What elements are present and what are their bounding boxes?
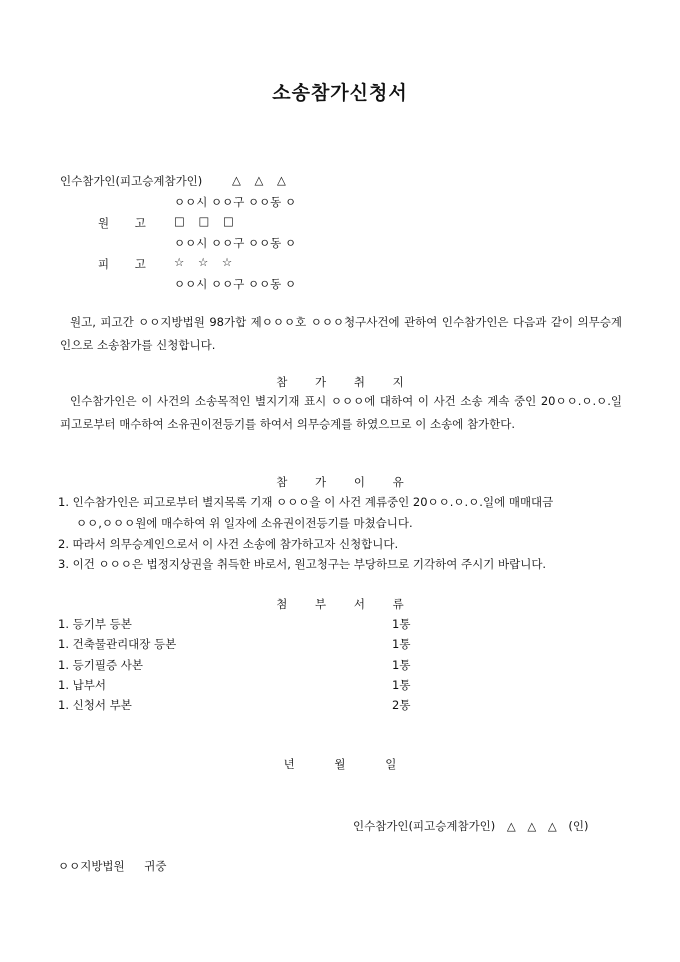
defendant-name: ☆ ☆ ☆ [174, 255, 233, 269]
reasons-heading: 참 가 이 유 [276, 475, 404, 489]
reason-item-continuation: ㅇㅇ,ㅇㅇㅇ원에 매수하여 위 일자에 소유권이전등기를 마쳤습니다. [76, 516, 413, 530]
intervenor-name: △ △ △ [232, 173, 286, 187]
attachment-name: 1. 등기부 등본 [58, 617, 132, 631]
document-title: 소송참가신청서 [272, 82, 408, 104]
defendant-address: ㅇㅇ시 ㅇㅇ구 ㅇㅇ동 ㅇ [174, 277, 297, 291]
intervenor-address: ㅇㅇ시 ㅇㅇ구 ㅇㅇ동 ㅇ [174, 195, 297, 209]
plaintiff-label: 원 고 [98, 216, 146, 230]
attachment-count: 1통 [392, 658, 411, 672]
intervenor-label: 인수참가인(피고승계참가인) [60, 174, 203, 188]
attachment-name: 1. 신청서 부본 [58, 698, 132, 712]
attachment-name: 1. 납부서 [58, 678, 106, 692]
purpose-paragraph: 인수참가인은 이 사건의 소송목적인 별지기재 표시 ㅇㅇㅇ에 대하여 이 사건 소송 계속 중인 20ㅇㅇ.ㅇ.ㅇ.일 피고로부터 매수하여 소유권이전등기를 하여서 의무승계를 하였으므로 이 소송에 참가한다. [60, 394, 622, 431]
plaintiff-name: □ □ □ [174, 214, 234, 228]
reason-item: 2. 따라서 의무승계인으로서 이 사건 소송에 참가하고자 신청합니다. [58, 537, 399, 551]
attachment-count: 2통 [392, 698, 411, 712]
attachment-count: 1통 [392, 637, 411, 651]
attachment-count: 1통 [392, 617, 411, 631]
attachments-heading: 첨 부 서 류 [276, 597, 404, 611]
reason-item: 3. 이건 ㅇㅇㅇ은 법정지상권을 취득한 바로서, 원고청구는 부당하므로 기각하여 주시기 바랍니다. [58, 557, 547, 571]
intro-paragraph: 원고, 피고간 ㅇㅇ지방법원 98가합 제ㅇㅇㅇ호 ㅇㅇㅇ청구사건에 관하여 인수참가인은 다음과 같이 의무승계인으로 소송참가를 신청합니다. [60, 315, 622, 352]
reason-item: 1. 인수참가인은 피고로부터 별지목록 기재 ㅇㅇㅇ을 이 사건 계류중인 20ㅇㅇ.ㅇ.ㅇ.일에 매매대금 [58, 495, 554, 509]
defendant-label: 피 고 [98, 257, 146, 271]
date-line: 년 월 일 [283, 757, 397, 771]
plaintiff-address: ㅇㅇ시 ㅇㅇ구 ㅇㅇ동 ㅇ [174, 236, 297, 250]
signature-line: 인수참가인(피고승계참가인) △ △ △ (인) [353, 819, 589, 833]
attachment-name: 1. 등기필증 사본 [58, 658, 143, 672]
purpose-heading: 참 가 취 지 [276, 375, 404, 389]
attachment-count: 1통 [392, 678, 411, 692]
court-recipient: ㅇㅇ지방법원 귀중 [58, 859, 167, 873]
attachment-name: 1. 건축물관리대장 등본 [58, 637, 177, 651]
